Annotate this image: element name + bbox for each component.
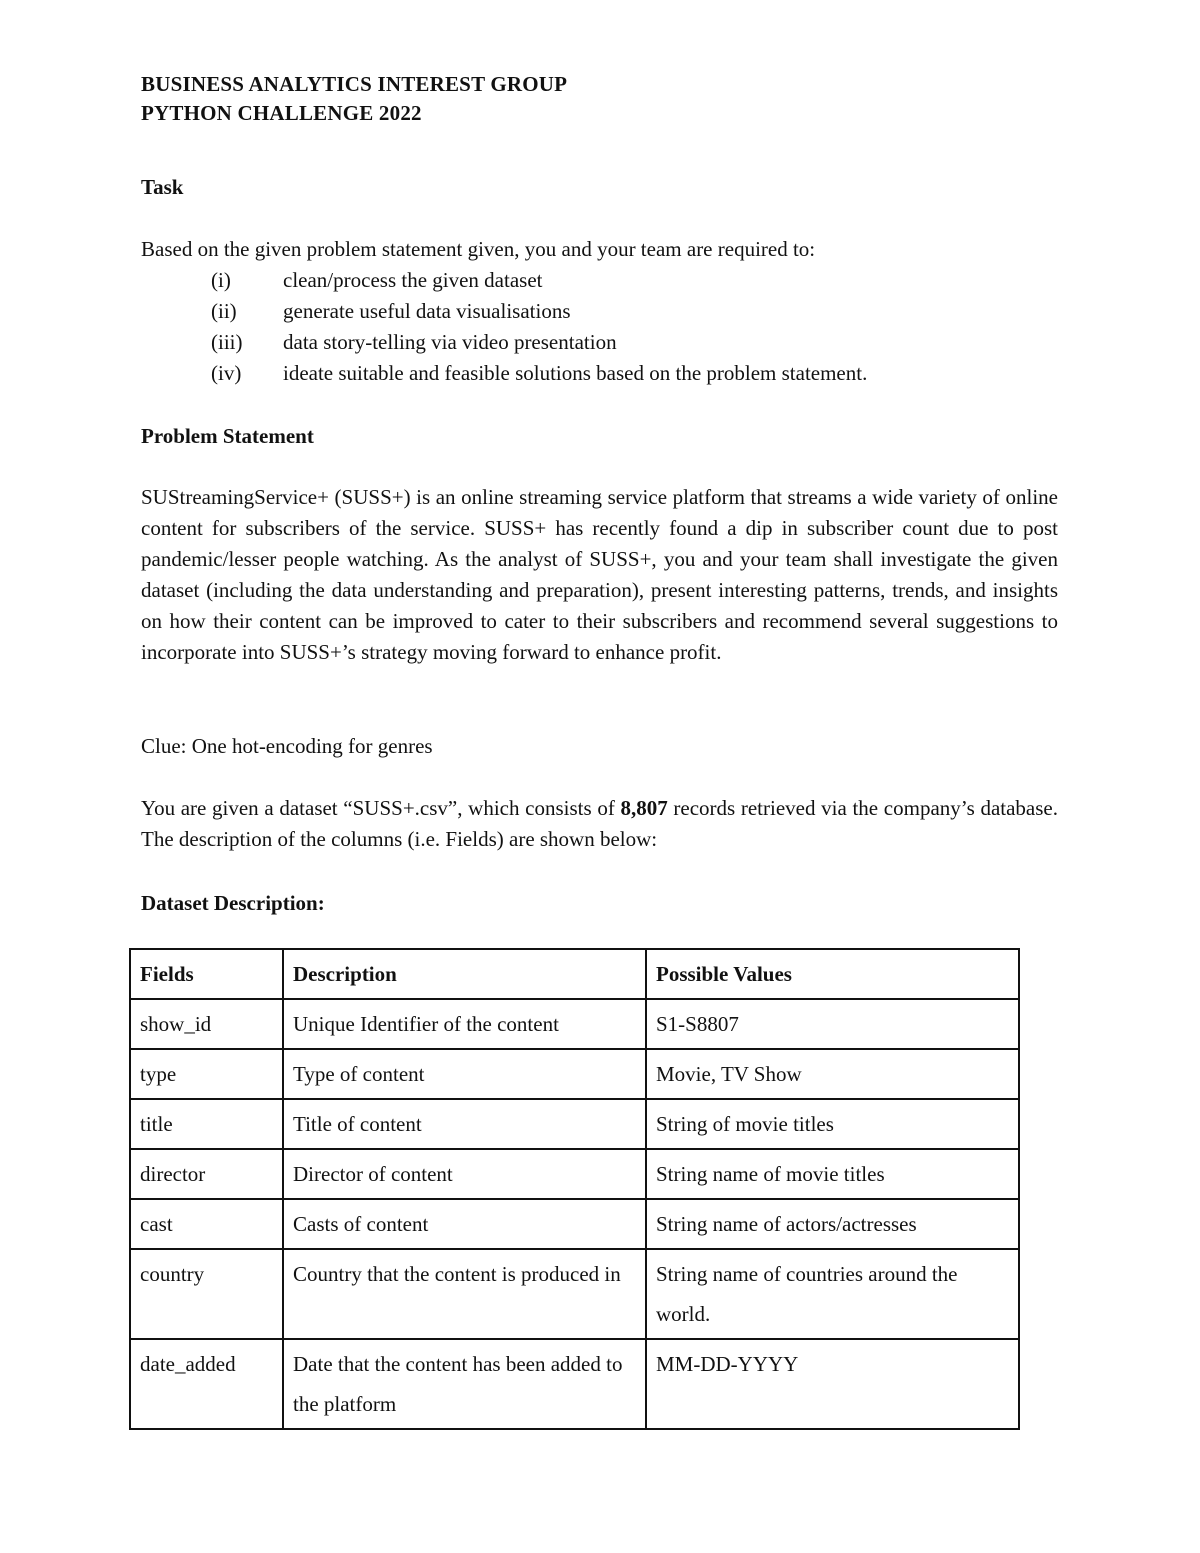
column-header-fields: Fields [130, 949, 283, 999]
task-item-number: (iv) [211, 361, 242, 385]
task-item-text: ideate suitable and feasible solutions based on the problem statement. [283, 361, 868, 385]
field-values-cell: String of movie titles [646, 1099, 1019, 1149]
task-intro: Based on the given problem statement given, you and your team are required to: [141, 237, 816, 261]
dataset-description-table [129, 948, 1020, 1430]
task-item-number: (iii) [211, 330, 243, 354]
dataset-intro-continuation: records retrieved via the company’s database. The description of the columns (i.e. Fields) are shown below: [141, 796, 1058, 851]
task-list [211, 265, 867, 389]
task-item-number: (i) [211, 268, 231, 292]
column-header-description: Description [283, 949, 646, 999]
document-title-line-2: PYTHON CHALLENGE 2022 [141, 101, 422, 125]
problem-statement-heading: Problem Statement [141, 424, 314, 448]
task-item-text: clean/process the given dataset [283, 268, 543, 292]
task-item [211, 265, 867, 296]
task-item-text: data story-telling via video presentation [283, 330, 617, 354]
field-values-cell: MM-DD-YYYY [646, 1339, 1019, 1429]
field-name-cell: type [130, 1049, 283, 1099]
table-row [130, 1099, 1019, 1149]
document-title-line-1: BUSINESS ANALYTICS INTEREST GROUP [141, 72, 568, 96]
problem-statement-body: SUStreamingService+ (SUSS+) is an online streaming service platform that streams a wide variety of online content for subscribers of the service. SUSS+ has recently found a dip in subscriber count due to post pandemic/lesser people watching. As the analyst of SUSS+, you and your team shall investigate the given dataset (including the data understanding and preparation), present interesting patterns, trends, and insights on how their content can be improved to cater to their subscribers and recommend several suggestions to incorporate into SUSS+’s strategy moving forward to enhance profit. [141, 485, 1058, 664]
field-description-cell: Title of content [283, 1099, 646, 1149]
field-description-cell: Country that the content is produced in [283, 1249, 646, 1339]
field-values-cell: S1-S8807 [646, 999, 1019, 1049]
task-item [211, 296, 867, 327]
record-count: 8,807 [620, 796, 668, 820]
task-item [211, 327, 867, 358]
table-row [130, 1339, 1019, 1429]
table-header-row [130, 949, 1019, 999]
task-item-number: (ii) [211, 299, 237, 323]
field-name-cell: date_added [130, 1339, 283, 1429]
field-name-cell: show_id [130, 999, 283, 1049]
field-name-cell: director [130, 1149, 283, 1199]
task-item [211, 358, 867, 389]
field-name-cell: title [130, 1099, 283, 1149]
field-values-cell: String name of countries around the world. [646, 1249, 1019, 1339]
table-row [130, 999, 1019, 1049]
dataset-intro-text: You are given a dataset “SUSS+.csv”, which consists of [141, 796, 621, 820]
dataset-intro-paragraph [141, 793, 1058, 855]
table-row [130, 1249, 1019, 1339]
task-heading: Task [141, 175, 184, 199]
field-values-cell: String name of movie titles [646, 1149, 1019, 1199]
field-description-cell: Unique Identifier of the content [283, 999, 646, 1049]
field-description-cell: Date that the content has been added to the platform [283, 1339, 646, 1429]
field-values-cell: Movie, TV Show [646, 1049, 1019, 1099]
field-description-cell: Type of content [283, 1049, 646, 1099]
table-row [130, 1149, 1019, 1199]
dataset-description-heading: Dataset Description: [141, 891, 325, 915]
task-item-text: generate useful data visualisations [283, 299, 571, 323]
column-header-possible-values: Possible Values [646, 949, 1019, 999]
field-name-cell: country [130, 1249, 283, 1339]
field-name-cell: cast [130, 1199, 283, 1249]
field-description-cell: Director of content [283, 1149, 646, 1199]
clue-text: Clue: One hot-encoding for genres [141, 734, 433, 758]
field-description-cell: Casts of content [283, 1199, 646, 1249]
field-values-cell: String name of actors/actresses [646, 1199, 1019, 1249]
table-row [130, 1199, 1019, 1249]
table-row [130, 1049, 1019, 1099]
